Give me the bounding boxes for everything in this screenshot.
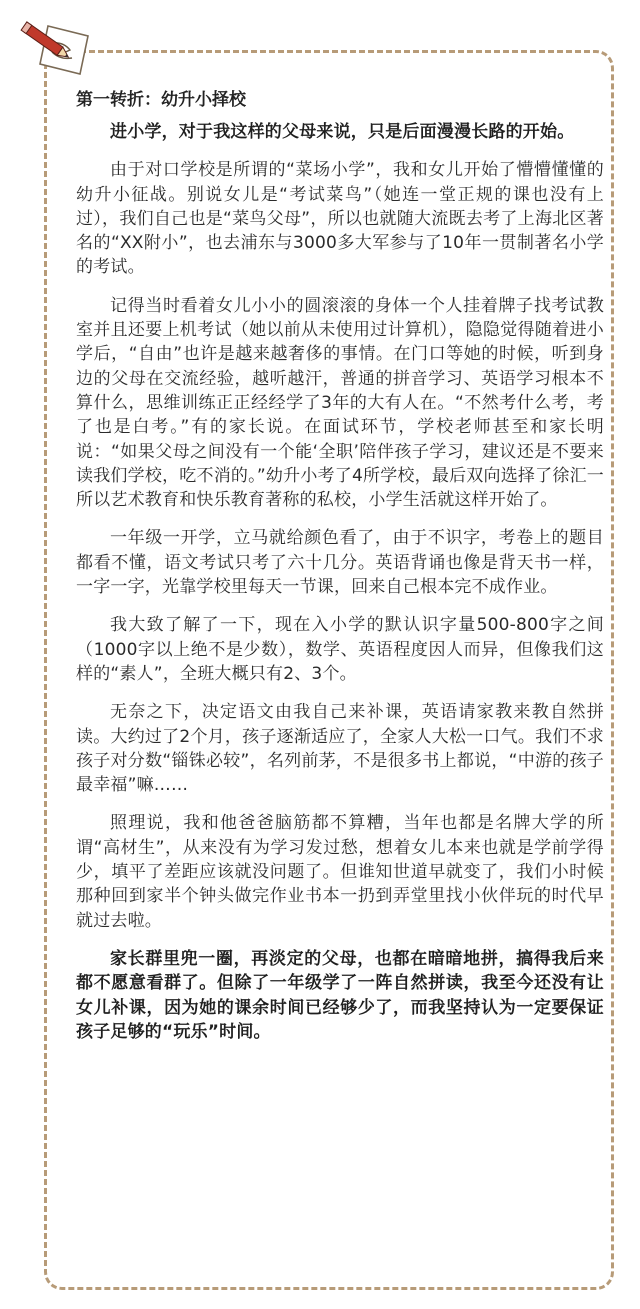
paragraph: 我大致了解了一下，现在入小学的默认识字量500-800字之间（1000字以上绝不是少数），数学、英语程度因人而异，但像我们这样的“素人”，全班大概只有2、3个。 (76, 615, 604, 684)
paragraph: 由于对口学校是所谓的“菜场小学”，我和女儿开始了懵懵懂懂的幼升小征战。别说女儿是“考试菜鸟”（她连一堂正规的课也没有上过），我们自己也是“菜鸟父母”，所以也就随大流既去考了上海北区著名的“XX附小”，也去浦东与3000多大军参与了10年一贯制著名小学的考试。 (76, 160, 604, 278)
pencil-note-icon (18, 14, 94, 84)
paragraph: 无奈之下，决定语文由我自己来补课，英语请家教来教自然拼读。大约过了2个月，孩子逐渐适应了，全家人大松一口气。我们不求孩子对分数“锱铢必较”，名列前茅，不是很多书上都说，“中游的孩子最幸福”嘛…… (76, 702, 604, 796)
section-title: 第一转折：幼升小择校 (76, 90, 246, 110)
intro-paragraph: 进小学，对于我这样的父母来说，只是后面漫漫长路的开始。 (110, 122, 575, 142)
paragraph: 照理说，我和他爸爸脑筋都不算糟，当年也都是名牌大学的所谓“高材生”，从来没有为学习发过愁，想着女儿本来也就是学前学得少，填平了差距应该就没问题了。但谁知世道早就变了，我们小时候那种回到家半个钟头做完作业书本一扔到弄堂里找小伙伴玩的时代早就过去啦。 (76, 813, 604, 931)
paragraph: 记得当时看着女儿小小的圆滚滚的身体一个人挂着牌子找考试教室并且还要上机考试（她以前从未使用过计算机），隐隐觉得随着进小学后，“自由”也许是越来越奢侈的事情。在门口等她的时候，听到身边的父母在交流经验，越听越汗，普通的拼音学习、英语学习根本不算什么，思维训练正正经经学了3年的大有人在。“不然考什么考，考了也是白考。”有的家长说。在面试环节，学校老师甚至和家长明说：“如果父母之间没有一个能‘全职’陪伴孩子学习，建议还是不要来读我们学校，吃不消的。”幼升小考了4所学校，最后双向选择了徐汇一所以艺术教育和快乐教育著称的私校，小学生活就这样开始了。 (76, 295, 604, 511)
article-body (76, 88, 604, 1058)
paragraph: 一年级一开学，立马就给颜色看了，由于不识字，考卷上的题目都看不懂，语文考试只考了六十几分。英语背诵也像是背天书一样，一字一字，光靠学校里每天一节课，回来自己根本完不成作业。 (76, 528, 604, 598)
closing-paragraph: 家长群里兜一圈，再淡定的父母，也都在暗暗地拼，搞得我后来都不愿意看群了。但除了一年级学了一阵自然拼读，我至今还没有让女儿补课，因为她的课余时间已经够少了，而我坚持认为一定要保证孩子足够的“玩乐”时间。 (76, 948, 604, 1042)
